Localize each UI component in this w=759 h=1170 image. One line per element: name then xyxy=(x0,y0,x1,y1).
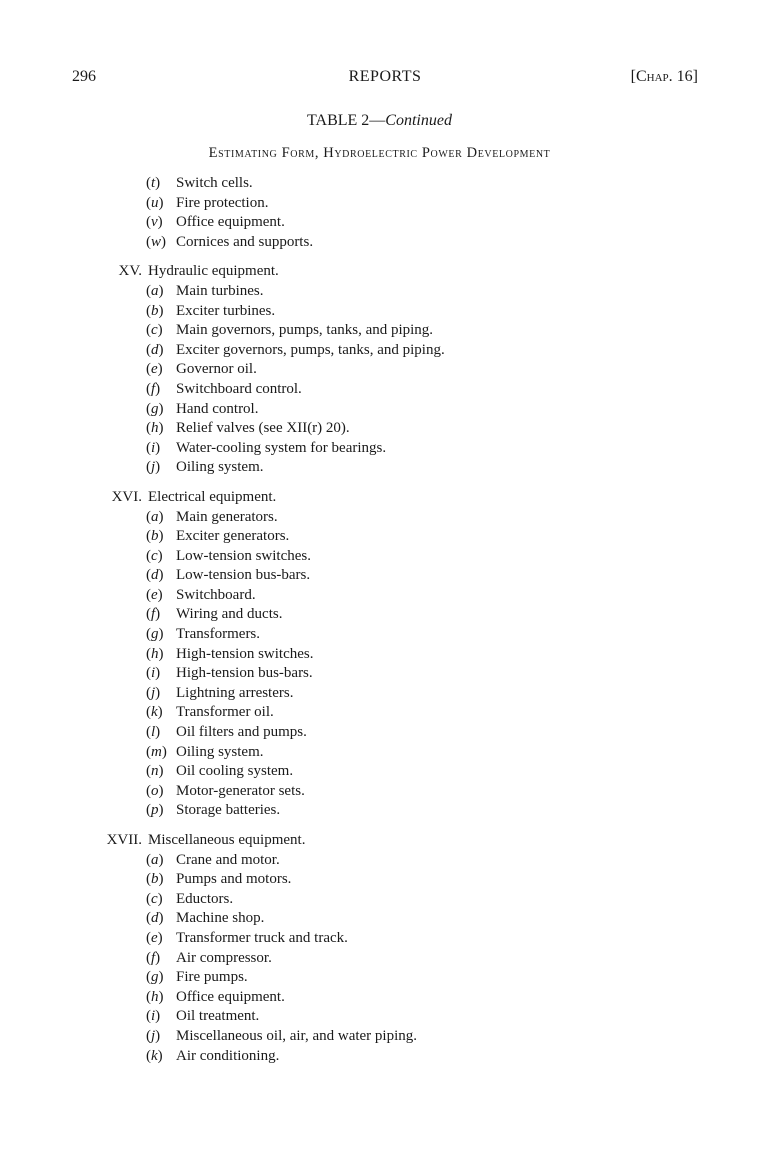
item-text: High-tension switches. xyxy=(176,645,314,662)
list-item xyxy=(0,547,759,567)
section-title: Hydraulic equipment. xyxy=(148,263,279,280)
item-letter-text: d xyxy=(151,910,159,927)
item-letter-text: a xyxy=(151,851,159,868)
item-letter-text: e xyxy=(151,361,158,378)
item-text: Water-cooling system for bearings. xyxy=(176,439,387,456)
item-letter-text: v xyxy=(151,214,158,231)
item-letter-text: d xyxy=(151,341,159,358)
list-item xyxy=(0,508,759,528)
item-text: Motor-generator sets. xyxy=(176,782,305,799)
list-item xyxy=(0,360,759,380)
item-letter-text: u xyxy=(151,194,159,211)
item-letter: (h) xyxy=(146,988,164,1005)
list-item xyxy=(0,213,759,233)
item-text: Crane and motor. xyxy=(176,851,280,868)
item-text: Miscellaneous oil, air, and water piping. xyxy=(176,1027,418,1044)
item-letter-text: d xyxy=(151,567,159,584)
item-text: Wiring and ducts. xyxy=(176,606,283,623)
item-text: Main turbines. xyxy=(176,282,264,299)
list-item xyxy=(0,527,759,547)
list-item xyxy=(0,321,759,341)
item-letter-text: h xyxy=(151,645,159,662)
item-letter-text: i xyxy=(151,439,156,456)
item-letter: (o) xyxy=(146,782,164,799)
item-letter: (f) xyxy=(146,949,161,966)
item-letter: (v) xyxy=(146,214,163,231)
item-text: Oiling system. xyxy=(176,743,264,760)
item-letter: (k) xyxy=(146,1047,163,1064)
list-item xyxy=(0,458,759,478)
item-letter-text: b xyxy=(151,871,159,888)
item-text: Governor oil. xyxy=(176,361,257,378)
item-letter-text: k xyxy=(151,1047,158,1064)
list-item xyxy=(0,645,759,665)
item-letter-text: j xyxy=(151,684,156,701)
item-letter: (w) xyxy=(146,233,167,250)
item-text: Low-tension switches. xyxy=(176,547,311,564)
item-text: Relief valves (see XII(r) 20). xyxy=(176,420,350,437)
item-letter: (j) xyxy=(146,459,161,476)
item-text: Oil filters and pumps. xyxy=(176,724,307,741)
list-item xyxy=(0,439,759,459)
table-continued: Continued xyxy=(385,112,452,129)
list-item xyxy=(0,870,759,890)
item-letter: (g) xyxy=(146,400,164,417)
item-letter: (f) xyxy=(146,380,161,397)
item-text: Switch cells. xyxy=(176,175,253,191)
item-text: Switchboard. xyxy=(176,586,256,603)
list-item xyxy=(0,968,759,988)
item-letter: (g) xyxy=(146,626,164,643)
table-title xyxy=(0,112,759,130)
item-letter-text: c xyxy=(151,322,158,339)
item-letter: (h) xyxy=(146,420,164,437)
item-letter: (c) xyxy=(146,890,163,907)
item-letter: (d) xyxy=(146,910,164,927)
item-text: Transformer truck and track. xyxy=(176,929,348,946)
list-item xyxy=(0,909,759,929)
item-letter-text: a xyxy=(151,508,159,525)
list-item xyxy=(0,929,759,949)
list-item xyxy=(0,341,759,361)
section-heading xyxy=(0,831,759,851)
item-text: Exciter turbines. xyxy=(176,302,276,319)
form-title: Estimating Form, Hydroelectric Power Development xyxy=(208,145,551,161)
section-heading xyxy=(0,262,759,282)
item-letter-text: e xyxy=(151,929,158,946)
list-item xyxy=(0,233,759,253)
item-letter: (u) xyxy=(146,194,164,211)
item-letter: (b) xyxy=(146,528,164,545)
list-item xyxy=(0,282,759,302)
list-item xyxy=(0,302,759,322)
list-item xyxy=(0,723,759,743)
item-letter: (a) xyxy=(146,851,164,868)
list-item xyxy=(0,400,759,420)
list-item xyxy=(0,762,759,782)
list-item xyxy=(0,419,759,439)
running-head: REPORTS xyxy=(348,68,422,85)
item-text: Air conditioning. xyxy=(176,1047,280,1064)
item-letter: (f) xyxy=(146,606,161,623)
list-item xyxy=(0,890,759,910)
item-letter: (b) xyxy=(146,871,164,888)
list-item xyxy=(0,949,759,969)
item-text: Storage batteries. xyxy=(176,802,281,819)
list-item xyxy=(0,625,759,645)
item-letter-text: m xyxy=(151,743,162,760)
section-title: Electrical equipment. xyxy=(148,488,277,505)
list-item xyxy=(0,1047,759,1067)
item-letter-text: n xyxy=(151,763,159,780)
item-letter-text: i xyxy=(151,1008,156,1025)
list-item xyxy=(0,988,759,1008)
list-item xyxy=(0,605,759,625)
section-number: XVII. xyxy=(106,832,142,848)
page-number: 296 xyxy=(72,68,96,85)
item-letter-text: c xyxy=(151,547,158,564)
item-text: Office equipment. xyxy=(176,214,285,231)
item-letter: (l) xyxy=(146,724,161,741)
chapter-reference: [Chap. 16] xyxy=(630,68,698,85)
item-letter: (e) xyxy=(146,929,163,946)
list-item xyxy=(0,851,759,871)
item-text: Air compressor. xyxy=(176,949,272,966)
item-letter: (i) xyxy=(146,665,161,682)
item-letter-text: l xyxy=(151,724,156,741)
list-item xyxy=(0,743,759,763)
item-letter: (c) xyxy=(146,322,163,339)
item-letter-text: e xyxy=(151,586,158,603)
item-letter: (i) xyxy=(146,1008,161,1025)
item-text: Low-tension bus-bars. xyxy=(176,567,311,584)
item-text: Transformer oil. xyxy=(176,704,274,721)
item-letter: (h) xyxy=(146,645,164,662)
item-text: Exciter governors, pumps, tanks, and piping. xyxy=(176,341,445,358)
item-text: Oil cooling system. xyxy=(176,763,294,780)
item-letter: (t) xyxy=(146,175,161,191)
item-letter: (c) xyxy=(146,547,163,564)
list-item xyxy=(0,566,759,586)
table-label: TABLE 2— xyxy=(307,112,386,129)
section-heading xyxy=(0,488,759,508)
item-letter-text: t xyxy=(151,175,156,191)
item-text: Transformers. xyxy=(176,626,261,643)
item-letter: (j) xyxy=(146,1027,161,1044)
list-item xyxy=(0,586,759,606)
list-item xyxy=(0,801,759,821)
item-text: Main governors, pumps, tanks, and piping. xyxy=(176,322,434,339)
item-letter: (b) xyxy=(146,302,164,319)
item-text: Oiling system. xyxy=(176,459,264,476)
item-letter-text: j xyxy=(151,459,156,476)
item-letter: (m) xyxy=(146,743,167,760)
list-item xyxy=(0,782,759,802)
item-text: Lightning arresters. xyxy=(176,684,294,701)
item-letter-text: h xyxy=(151,420,159,437)
item-text: Oil treatment. xyxy=(176,1008,260,1025)
item-text: Switchboard control. xyxy=(176,380,302,397)
item-letter: (e) xyxy=(146,361,163,378)
item-letter-text: g xyxy=(151,969,159,986)
list-item xyxy=(0,664,759,684)
item-letter: (d) xyxy=(146,341,164,358)
section-title: Miscellaneous equipment. xyxy=(148,832,306,848)
section-number: XV. xyxy=(118,263,142,280)
item-letter-text: g xyxy=(151,626,159,643)
item-letter-text: f xyxy=(151,380,156,397)
item-text: Office equipment. xyxy=(176,988,285,1005)
item-letter: (n) xyxy=(146,763,164,780)
list-item xyxy=(0,703,759,723)
outline-list xyxy=(0,174,759,1066)
item-text: Exciter generators. xyxy=(176,528,290,545)
item-letter: (i) xyxy=(146,439,161,456)
item-letter: (g) xyxy=(146,969,164,986)
item-text: High-tension bus-bars. xyxy=(176,665,313,682)
item-text: Fire protection. xyxy=(176,194,269,211)
item-letter-text: o xyxy=(151,782,159,799)
item-letter: (d) xyxy=(146,567,164,584)
item-letter: (p) xyxy=(146,802,164,819)
item-text: Pumps and motors. xyxy=(176,871,292,888)
section-number: XVI. xyxy=(111,488,142,505)
item-letter-text: f xyxy=(151,606,156,623)
item-letter: (a) xyxy=(146,508,164,525)
item-letter-text: c xyxy=(151,890,158,907)
list-item xyxy=(0,684,759,704)
item-letter: (e) xyxy=(146,586,163,603)
item-letter-text: j xyxy=(151,1027,156,1044)
list-item xyxy=(0,1007,759,1027)
list-item xyxy=(0,380,759,400)
item-letter: (a) xyxy=(146,282,164,299)
item-text: Eductors. xyxy=(176,890,234,907)
list-item xyxy=(0,194,759,214)
item-letter-text: g xyxy=(151,400,159,417)
item-letter: (j) xyxy=(146,684,161,701)
item-letter-text: f xyxy=(151,949,156,966)
item-letter: (k) xyxy=(146,704,163,721)
item-letter-text: i xyxy=(151,665,156,682)
item-text: Hand control. xyxy=(176,400,259,417)
list-item xyxy=(0,1027,759,1047)
item-text: Cornices and supports. xyxy=(176,233,314,250)
item-letter-text: b xyxy=(151,528,159,545)
item-letter-text: w xyxy=(151,233,162,250)
item-text: Machine shop. xyxy=(176,910,265,927)
item-letter-text: b xyxy=(151,302,159,319)
item-letter-text: h xyxy=(151,988,159,1005)
item-letter-text: k xyxy=(151,704,158,721)
item-letter-text: a xyxy=(151,282,159,299)
page-header xyxy=(72,68,698,90)
item-letter-text: p xyxy=(151,802,159,819)
item-text: Fire pumps. xyxy=(176,969,248,986)
list-item xyxy=(0,174,759,194)
item-text: Main generators. xyxy=(176,508,278,525)
